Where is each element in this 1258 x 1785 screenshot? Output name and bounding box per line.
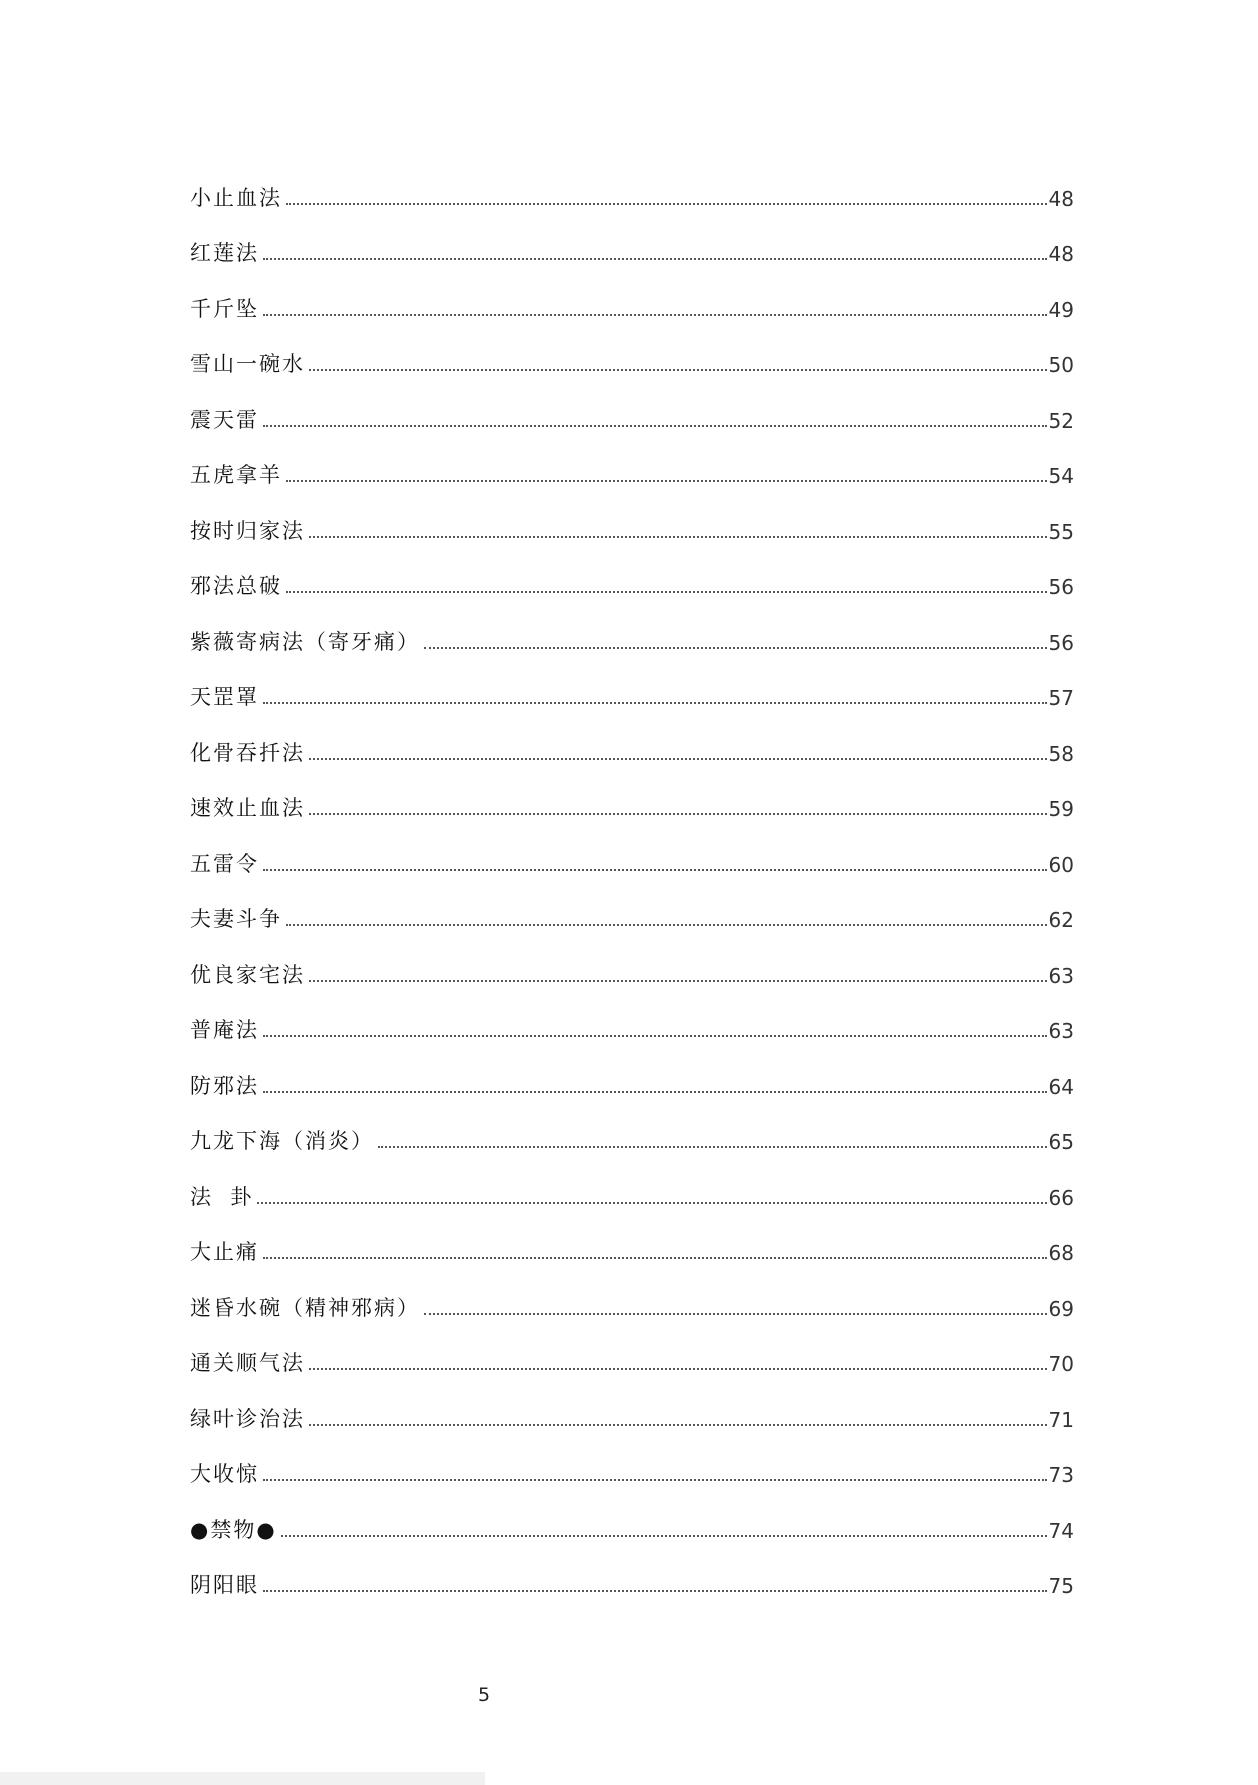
- toc-entry-title: 邪法总破: [190, 574, 282, 598]
- toc-entry[interactable]: [190, 209, 1074, 265]
- dot-leader: [281, 1535, 1047, 1537]
- toc-entry-page: 66: [1048, 1185, 1074, 1210]
- toc-entry[interactable]: [190, 1208, 1074, 1264]
- toc-entry[interactable]: [190, 1541, 1074, 1597]
- toc-entry[interactable]: [190, 1097, 1074, 1153]
- toc-entry[interactable]: [190, 264, 1074, 320]
- dot-leader: [424, 1313, 1047, 1315]
- toc-entry[interactable]: [190, 930, 1074, 986]
- dot-leader: [309, 758, 1047, 760]
- toc-entry-page: 50: [1048, 353, 1074, 377]
- toc-entry[interactable]: [190, 1319, 1074, 1375]
- toc-entry-page: 54: [1048, 464, 1074, 488]
- toc-entry-title: 小止血法: [190, 185, 282, 210]
- dot-leader: [286, 480, 1047, 482]
- dot-leader: [263, 425, 1047, 427]
- toc-entry-title: 千斤坠: [190, 296, 259, 321]
- dot-leader: [263, 258, 1047, 260]
- toc-entry[interactable]: [190, 431, 1074, 487]
- toc-entry-page: 62: [1048, 908, 1074, 932]
- page-number: 5: [477, 1684, 491, 1706]
- toc-entry-page: 58: [1048, 741, 1074, 766]
- dot-leader: [263, 1479, 1047, 1481]
- toc-entry-page: 56: [1048, 630, 1074, 655]
- dot-leader: [309, 980, 1047, 982]
- toc-entry-title: ●禁物●: [190, 1517, 277, 1542]
- toc-entry-page: 74: [1048, 1518, 1074, 1543]
- toc-entry-page: 71: [1048, 1407, 1074, 1432]
- toc-entry[interactable]: [190, 819, 1074, 875]
- toc-entry-title: 普庵法: [190, 1018, 259, 1042]
- toc-entry[interactable]: [190, 1374, 1074, 1430]
- toc-entry-title: 五虎拿羊: [190, 463, 282, 487]
- dot-leader: [309, 1424, 1047, 1426]
- toc-entry-title: 天罡罩: [190, 685, 259, 709]
- toc-entry[interactable]: [190, 986, 1074, 1042]
- toc-entry-page: 52: [1048, 408, 1074, 433]
- dot-leader: [263, 314, 1047, 316]
- toc-entry-title: 优良家宅法: [190, 962, 305, 987]
- dot-leader: [309, 813, 1047, 815]
- dot-leader: [309, 369, 1047, 371]
- toc-entry-page: 68: [1048, 1241, 1074, 1265]
- toc-entry-page: 64: [1048, 1074, 1074, 1099]
- toc-entry[interactable]: [190, 486, 1074, 542]
- toc-entry-title: 夫妻斗争: [190, 907, 282, 931]
- toc-entry-page: 65: [1048, 1130, 1074, 1154]
- toc-entry-title: 化骨吞扦法: [190, 740, 305, 765]
- toc-entry-title: 红莲法: [190, 241, 259, 265]
- dot-leader: [263, 1257, 1047, 1259]
- toc-entry[interactable]: [190, 1430, 1074, 1486]
- toc-entry-title: 通关顺气法: [190, 1351, 305, 1375]
- toc-entry-title: 震天雷: [190, 407, 259, 432]
- toc-entry[interactable]: [190, 1485, 1074, 1541]
- table-of-contents: [190, 153, 1074, 1596]
- toc-entry-title: 大收惊: [190, 1462, 259, 1486]
- toc-entry-title: 法 卦: [190, 1184, 254, 1209]
- toc-entry-page: 60: [1048, 852, 1074, 877]
- toc-entry[interactable]: [190, 653, 1074, 709]
- toc-entry-title: 紫薇寄病法（寄牙痛）: [190, 629, 420, 654]
- toc-entry[interactable]: [190, 320, 1074, 376]
- toc-entry[interactable]: [190, 153, 1074, 209]
- dot-leader: [424, 647, 1047, 649]
- toc-entry-title: 阴阳眼: [190, 1573, 259, 1597]
- toc-entry-title: 五雷令: [190, 851, 259, 876]
- toc-entry-title: 大止痛: [190, 1240, 259, 1264]
- toc-entry[interactable]: [190, 375, 1074, 431]
- dot-leader: [286, 924, 1047, 926]
- toc-entry-title: 速效止血法: [190, 796, 305, 820]
- toc-entry-title: 九龙下海（消炎）: [190, 1129, 374, 1153]
- toc-entry-page: 69: [1048, 1296, 1074, 1321]
- toc-entry-title: 迷昏水碗（精神邪病）: [190, 1295, 420, 1320]
- toc-entry[interactable]: [190, 708, 1074, 764]
- dot-leader: [257, 1202, 1046, 1204]
- toc-entry[interactable]: [190, 1041, 1074, 1097]
- toc-entry[interactable]: [190, 1263, 1074, 1319]
- toc-entry-title: 绿叶诊治法: [190, 1406, 305, 1431]
- dot-leader: [309, 1368, 1047, 1370]
- toc-entry-page: 63: [1048, 963, 1074, 988]
- toc-entry-page: 73: [1048, 1463, 1074, 1487]
- toc-entry[interactable]: [190, 875, 1074, 931]
- dot-leader: [263, 1091, 1047, 1093]
- dot-leader: [286, 591, 1047, 593]
- toc-entry-page: 48: [1048, 242, 1074, 266]
- dot-leader: [263, 1590, 1047, 1592]
- toc-entry-page: 57: [1048, 686, 1074, 710]
- toc-entry[interactable]: [190, 1152, 1074, 1208]
- toc-entry-page: 70: [1048, 1352, 1074, 1376]
- bottom-scan-band: [0, 1772, 485, 1785]
- toc-entry-title: 按时归家法: [190, 518, 305, 543]
- dot-leader: [263, 1035, 1047, 1037]
- toc-entry-page: 56: [1048, 575, 1074, 599]
- toc-entry-page: 48: [1048, 186, 1074, 211]
- toc-entry-title: 防邪法: [190, 1073, 259, 1098]
- toc-entry[interactable]: [190, 764, 1074, 820]
- toc-entry-page: 55: [1048, 519, 1074, 544]
- toc-entry-page: 63: [1048, 1019, 1074, 1043]
- dot-leader: [263, 869, 1047, 871]
- dot-leader: [309, 536, 1047, 538]
- toc-entry-page: 59: [1048, 797, 1074, 821]
- toc-entry-page: 49: [1048, 297, 1074, 322]
- dot-leader: [378, 1146, 1047, 1148]
- toc-entry-page: 75: [1048, 1574, 1074, 1598]
- toc-entry[interactable]: [190, 597, 1074, 653]
- toc-entry[interactable]: [190, 542, 1074, 598]
- dot-leader: [263, 702, 1047, 704]
- toc-entry-title: 雪山一碗水: [190, 352, 305, 376]
- dot-leader: [286, 203, 1047, 205]
